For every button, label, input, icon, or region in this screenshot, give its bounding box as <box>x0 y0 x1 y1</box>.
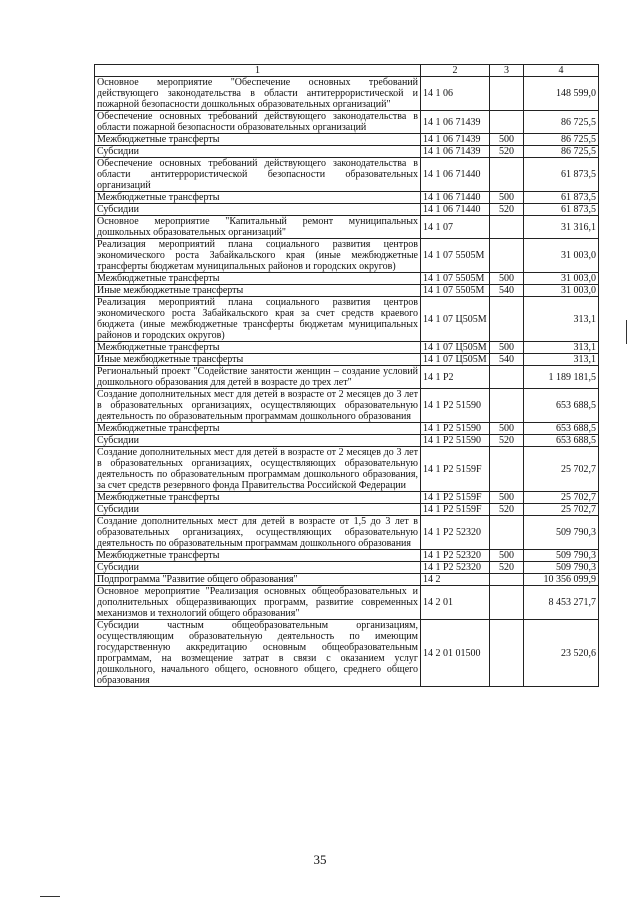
table-row <box>95 447 599 492</box>
row-code: 14 1 Р2 51590 <box>421 435 490 447</box>
table-header-row <box>95 65 599 77</box>
row-code: 14 1 06 71440 <box>421 192 490 204</box>
row-amount: 31 003,0 <box>524 285 599 297</box>
row-expense-type <box>490 111 524 134</box>
row-expense-type: 500 <box>490 550 524 562</box>
row-name: Основное мероприятие "Обеспечение основных требований действующего законодательства в области антитеррористической и пожарной безопасности дошкольных образовательных организаций" <box>95 77 421 111</box>
row-expense-type: 500 <box>490 134 524 146</box>
row-expense-type <box>490 447 524 492</box>
row-name: Основное мероприятие "Капитальный ремонт муниципальных дошкольных образовательных организаций" <box>95 216 421 239</box>
row-name: Реализация мероприятий плана социального развития центров экономического роста Забайкальского края за счет средств краевого бюджета (иные межбюджетные трансферты бюджетам муниципальных районов и городских округов) <box>95 297 421 342</box>
row-name: Межбюджетные трансферты <box>95 342 421 354</box>
row-amount: 653 688,5 <box>524 389 599 423</box>
row-name: Создание дополнительных мест для детей в возрасте от 2 месяцев до 3 лет в образовательных организациях, осуществляющих образовательную деятельность по образовательным программам дошкольного образования, за счет средств резервного фонда Правительства Российской Федерации <box>95 447 421 492</box>
row-code: 14 1 07 5505М <box>421 273 490 285</box>
row-amount: 86 725,5 <box>524 111 599 134</box>
row-name: Региональный проект "Содействие занятости женщин – создание условий дошкольного образования для детей в возрасте до трех лет" <box>95 366 421 389</box>
row-amount: 31 003,0 <box>524 273 599 285</box>
row-name: Обеспечение основных требований действующего законодательства в области пожарной безопасности образовательных организаций <box>95 111 421 134</box>
row-name: Создание дополнительных мест для детей в возрасте от 1,5 до 3 лет в образовательных организациях, осуществляющих образовательную деятельность по образовательным программам дошкольного образования <box>95 516 421 550</box>
table-row <box>95 158 599 192</box>
row-code: 14 1 06 71440 <box>421 158 490 192</box>
row-name: Иные межбюджетные трансферты <box>95 285 421 297</box>
row-expense-type <box>490 216 524 239</box>
row-amount: 23 520,6 <box>524 620 599 687</box>
row-expense-type: 500 <box>490 192 524 204</box>
table-row <box>95 285 599 297</box>
row-name: Межбюджетные трансферты <box>95 550 421 562</box>
row-amount: 509 790,3 <box>524 516 599 550</box>
row-amount: 509 790,3 <box>524 550 599 562</box>
row-expense-type <box>490 586 524 620</box>
table-row <box>95 562 599 574</box>
row-name: Межбюджетные трансферты <box>95 423 421 435</box>
row-amount: 10 356 099,9 <box>524 574 599 586</box>
row-expense-type <box>490 77 524 111</box>
row-name: Субсидии частным общеобразовательным организациям, осуществляющим образовательную деятельность по имеющим государственную аккредитацию основным общеобразовательным программам, на возмещение затрат в связи с оказанием услуг дошкольного, начального общего, основного общего, среднего общего образования <box>95 620 421 687</box>
row-expense-type: 500 <box>490 342 524 354</box>
header-col-3: 3 <box>490 65 524 77</box>
row-name: Межбюджетные трансферты <box>95 492 421 504</box>
row-code: 14 1 06 71439 <box>421 111 490 134</box>
row-amount: 31 003,0 <box>524 239 599 273</box>
table-row <box>95 146 599 158</box>
row-code: 14 1 Р2 5159F <box>421 492 490 504</box>
row-name: Реализация мероприятий плана социального развития центров экономического роста Забайкальского края (иные межбюджетные трансферты бюджетам муниципальных районов и городских округов) <box>95 239 421 273</box>
row-name: Субсидии <box>95 146 421 158</box>
row-name: Субсидии <box>95 435 421 447</box>
page-number: 35 <box>313 852 327 867</box>
row-code: 14 1 Р2 52320 <box>421 516 490 550</box>
table-row <box>95 342 599 354</box>
row-code: 14 1 Р2 <box>421 366 490 389</box>
row-amount: 313,1 <box>524 342 599 354</box>
row-amount: 61 873,5 <box>524 192 599 204</box>
row-code: 14 1 Р2 52320 <box>421 550 490 562</box>
row-code: 14 1 07 Ц505М <box>421 297 490 342</box>
row-code: 14 2 01 01500 <box>421 620 490 687</box>
row-code: 14 1 07 5505М <box>421 285 490 297</box>
table-row <box>95 273 599 285</box>
row-code: 14 1 Р2 51590 <box>421 423 490 435</box>
row-code: 14 2 01 <box>421 586 490 620</box>
row-expense-type: 520 <box>490 435 524 447</box>
table-row <box>95 366 599 389</box>
table-row <box>95 77 599 111</box>
table-row <box>95 504 599 516</box>
table-row <box>95 134 599 146</box>
table-row <box>95 586 599 620</box>
row-amount: 313,1 <box>524 354 599 366</box>
table-row <box>95 354 599 366</box>
row-expense-type: 520 <box>490 504 524 516</box>
row-amount: 86 725,5 <box>524 134 599 146</box>
row-expense-type <box>490 239 524 273</box>
row-code: 14 2 <box>421 574 490 586</box>
row-amount: 148 599,0 <box>524 77 599 111</box>
row-code: 14 1 06 71439 <box>421 134 490 146</box>
row-expense-type: 520 <box>490 146 524 158</box>
table-row <box>95 216 599 239</box>
row-name: Межбюджетные трансферты <box>95 134 421 146</box>
scan-mark-right <box>626 320 627 344</box>
row-code: 14 1 Р2 51590 <box>421 389 490 423</box>
row-expense-type <box>490 297 524 342</box>
row-amount: 8 453 271,7 <box>524 586 599 620</box>
row-code: 14 1 07 Ц505М <box>421 354 490 366</box>
row-name: Подпрограмма "Развитие общего образования" <box>95 574 421 586</box>
header-col-4: 4 <box>524 65 599 77</box>
table-row <box>95 423 599 435</box>
row-amount: 86 725,5 <box>524 146 599 158</box>
row-code: 14 1 07 5505М <box>421 239 490 273</box>
row-code: 14 1 Р2 5159F <box>421 504 490 516</box>
table-row <box>95 516 599 550</box>
row-name: Обеспечение основных требований действующего законодательства в области антитеррористической безопасности образовательных организаций <box>95 158 421 192</box>
table-row <box>95 620 599 687</box>
table-row <box>95 192 599 204</box>
row-expense-type <box>490 574 524 586</box>
table-row <box>95 297 599 342</box>
row-amount: 31 316,1 <box>524 216 599 239</box>
row-expense-type: 500 <box>490 423 524 435</box>
row-expense-type: 500 <box>490 492 524 504</box>
header-col-2: 2 <box>421 65 490 77</box>
row-code: 14 1 07 Ц505М <box>421 342 490 354</box>
row-code: 14 1 06 71440 <box>421 204 490 216</box>
row-name: Иные межбюджетные трансферты <box>95 354 421 366</box>
row-amount: 61 873,5 <box>524 158 599 192</box>
row-amount: 653 688,5 <box>524 435 599 447</box>
row-code: 14 1 06 71439 <box>421 146 490 158</box>
table-row <box>95 111 599 134</box>
row-expense-type: 540 <box>490 285 524 297</box>
row-code: 14 1 07 <box>421 216 490 239</box>
row-expense-type: 520 <box>490 204 524 216</box>
row-name: Создание дополнительных мест для детей в возрасте от 2 месяцев до 3 лет в образовательных организациях, осуществляющих образовательную деятельность по образовательным программам дошкольного образования <box>95 389 421 423</box>
row-amount: 25 702,7 <box>524 492 599 504</box>
row-expense-type: 520 <box>490 562 524 574</box>
row-expense-type: 500 <box>490 273 524 285</box>
row-name: Основное мероприятие "Реализация основных общеобразовательных и дополнительных общеразвивающих программ, развитие современных механизмов и технологий общего образования" <box>95 586 421 620</box>
row-amount: 25 702,7 <box>524 504 599 516</box>
table-row <box>95 389 599 423</box>
table-row <box>95 204 599 216</box>
table-row <box>95 239 599 273</box>
row-name: Субсидии <box>95 562 421 574</box>
row-expense-type <box>490 158 524 192</box>
row-amount: 61 873,5 <box>524 204 599 216</box>
row-amount: 313,1 <box>524 297 599 342</box>
row-amount: 653 688,5 <box>524 423 599 435</box>
scan-mark-bottom-left <box>40 896 60 897</box>
row-expense-type <box>490 366 524 389</box>
row-amount: 1 189 181,5 <box>524 366 599 389</box>
header-col-1: 1 <box>95 65 421 77</box>
table-row <box>95 492 599 504</box>
row-code: 14 1 Р2 5159F <box>421 447 490 492</box>
budget-table <box>94 64 599 687</box>
row-amount: 509 790,3 <box>524 562 599 574</box>
row-name: Межбюджетные трансферты <box>95 273 421 285</box>
row-expense-type <box>490 389 524 423</box>
table-row <box>95 435 599 447</box>
row-expense-type <box>490 620 524 687</box>
table-row <box>95 574 599 586</box>
row-expense-type <box>490 516 524 550</box>
row-name: Межбюджетные трансферты <box>95 192 421 204</box>
row-expense-type: 540 <box>490 354 524 366</box>
row-code: 14 1 Р2 52320 <box>421 562 490 574</box>
table-row <box>95 550 599 562</box>
row-amount: 25 702,7 <box>524 447 599 492</box>
row-name: Субсидии <box>95 504 421 516</box>
row-name: Субсидии <box>95 204 421 216</box>
row-code: 14 1 06 <box>421 77 490 111</box>
